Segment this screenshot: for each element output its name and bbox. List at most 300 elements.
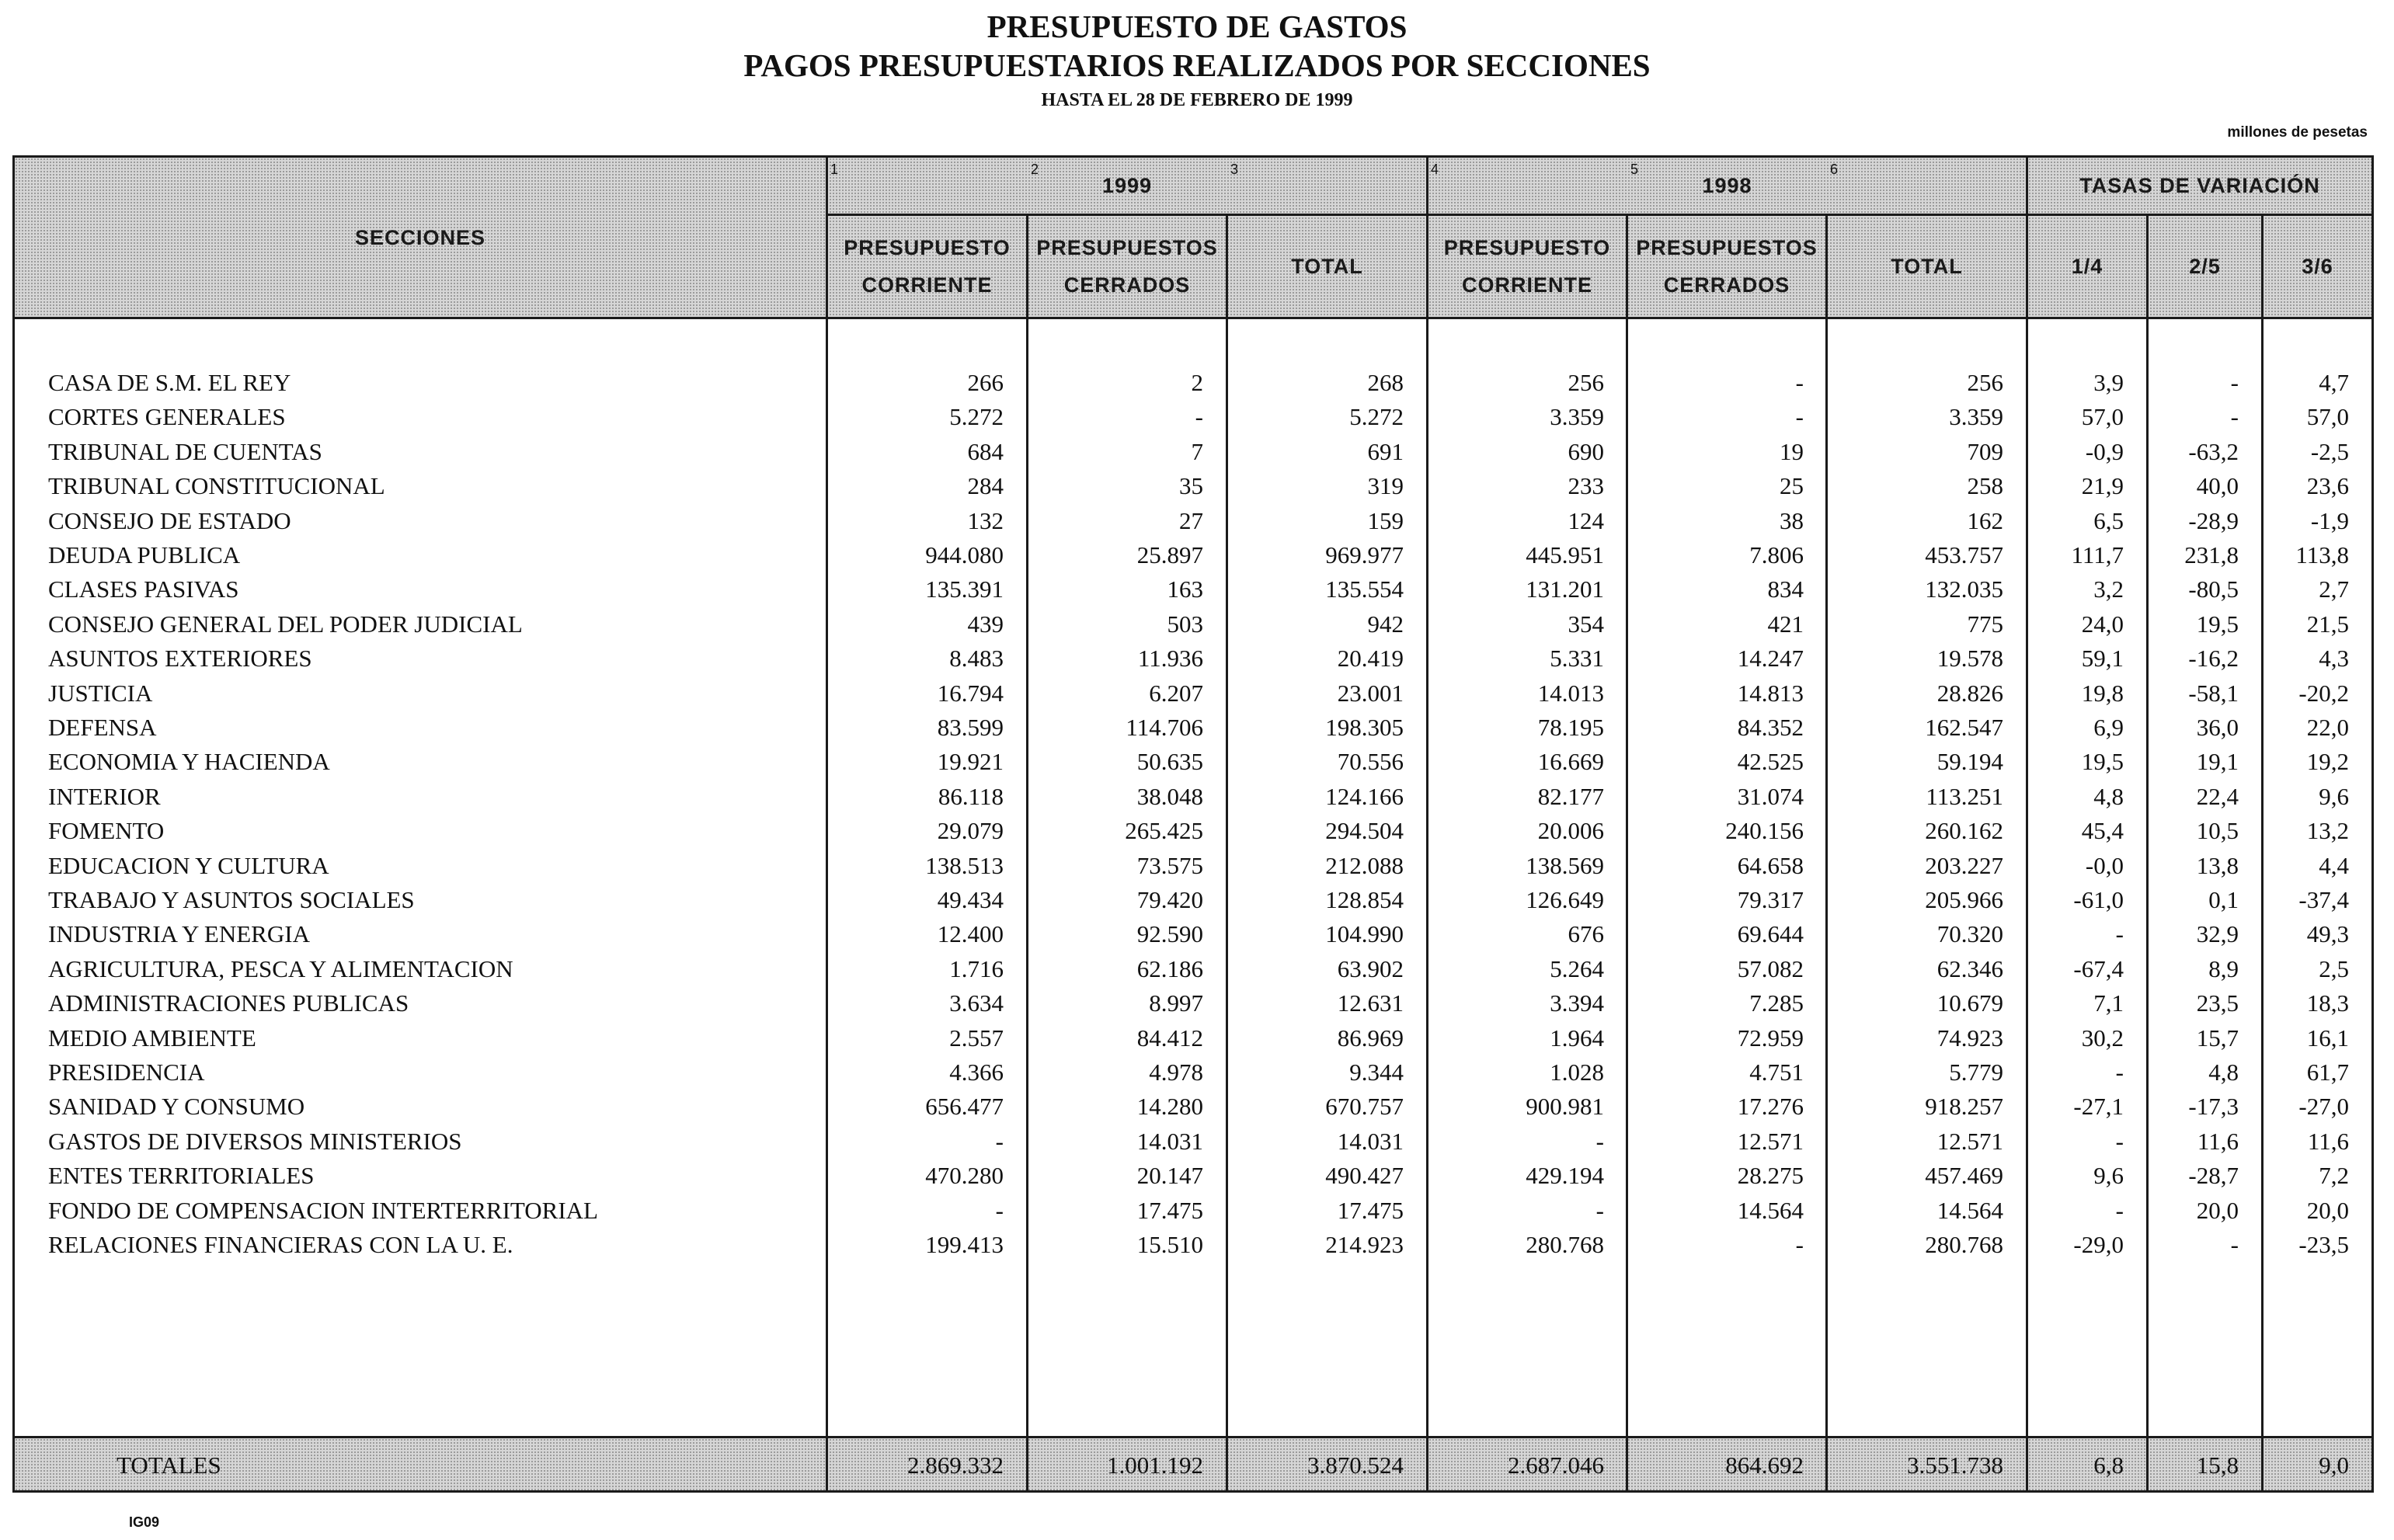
- seccion-name: CONSEJO DE ESTADO: [48, 506, 291, 534]
- table-cell: 15.510: [1136, 1231, 1203, 1258]
- table-cell: 16.794: [937, 679, 1004, 707]
- table-cell: 11,6: [2197, 1127, 2239, 1155]
- table-cell: 4.366: [949, 1059, 1004, 1086]
- table-cell: 2,7: [2319, 575, 2349, 603]
- table-cell: 354: [1568, 610, 1604, 638]
- table-cell: -: [1795, 369, 1804, 396]
- table-cell: 775: [1967, 610, 2003, 638]
- table-row: [0, 538, 2394, 572]
- table-cell: -1,9: [2310, 506, 2349, 534]
- table-row: [0, 780, 2394, 814]
- seccion-name: DEFENSA: [48, 714, 157, 741]
- seccion-name: ASUNTOS EXTERIORES: [48, 645, 312, 673]
- page-subtitle: PAGOS PRESUPUESTARIOS REALIZADOS POR SECCIONES: [743, 47, 1651, 83]
- table-cell: -: [2230, 1231, 2239, 1258]
- table-cell: 690: [1568, 437, 1604, 465]
- table-cell: -: [2115, 1127, 2124, 1155]
- table-row: [0, 1228, 2394, 1262]
- table-cell: -27,0: [2298, 1093, 2349, 1121]
- header-year-1999: 1999: [1101, 174, 1153, 197]
- table-cell: 49.434: [937, 886, 1004, 913]
- table-cell: 24,0: [2081, 610, 2124, 638]
- table-cell: 4,7: [2319, 369, 2349, 396]
- table-cell: 12.400: [937, 920, 1004, 948]
- table-cell: 9,6: [2093, 1162, 2124, 1190]
- seccion-name: INDUSTRIA Y ENERGIA: [48, 920, 310, 948]
- table-cell: -2,5: [2310, 437, 2349, 465]
- table-cell: 2.557: [949, 1024, 1004, 1052]
- seccion-name: FOMENTO: [48, 817, 165, 845]
- table-row: [0, 469, 2394, 503]
- seccion-name: SANIDAD Y CONSUMO: [48, 1093, 305, 1121]
- header-total-1998: TOTAL: [1891, 255, 1963, 278]
- seccion-name: PRESIDENCIA: [48, 1059, 205, 1086]
- table-cell: 7.285: [1749, 989, 1804, 1017]
- table-cell: 45,4: [2081, 817, 2124, 845]
- table-row: [0, 435, 2394, 469]
- table-cell: 14.031: [1136, 1127, 1203, 1155]
- column-number: 4: [1431, 162, 1439, 177]
- table-cell: 92.590: [1136, 920, 1203, 948]
- table-cell: -37,4: [2298, 886, 2349, 913]
- table-cell: 19: [1780, 437, 1804, 465]
- table-cell: 18,3: [2306, 989, 2349, 1017]
- table-cell: 30,2: [2081, 1024, 2124, 1052]
- table-cell: 57.082: [1737, 954, 1804, 982]
- table-cell: 5.779: [1949, 1059, 2003, 1086]
- table-cell: 70.320: [1936, 920, 2003, 948]
- table-cell: 7,1: [2093, 989, 2124, 1017]
- table-cell: 3.359: [1949, 403, 2003, 431]
- table-cell: 128.854: [1325, 886, 1404, 913]
- table-cell: 19,5: [2196, 610, 2239, 638]
- table-cell: 84.352: [1737, 714, 1804, 741]
- table-cell: -: [2115, 1196, 2124, 1224]
- header-rate-3-6: 3/6: [2302, 255, 2333, 278]
- table-cell: 10.679: [1936, 989, 2003, 1017]
- table-cell: 8.997: [1149, 989, 1203, 1017]
- table-cell: 13,2: [2306, 817, 2349, 845]
- table-cell: 4.751: [1749, 1059, 1804, 1086]
- table-cell: 8.483: [949, 645, 1004, 673]
- total-cell: 3.551.738: [1907, 1451, 2003, 1479]
- table-cell: -: [2230, 369, 2239, 396]
- table-cell: 135.391: [925, 575, 1004, 603]
- table-cell: 21,9: [2081, 472, 2124, 500]
- table-row: [0, 607, 2394, 641]
- table-cell: 132.035: [1925, 575, 2003, 603]
- table-cell: 62.346: [1936, 954, 2003, 982]
- table-cell: -23,5: [2298, 1231, 2349, 1258]
- table-row: [0, 366, 2394, 400]
- table-cell: 20.147: [1136, 1162, 1203, 1190]
- table-cell: 439: [967, 610, 1004, 638]
- table-row: [0, 814, 2394, 848]
- table-cell: -: [1595, 1127, 1604, 1155]
- column-number: 1: [830, 162, 839, 177]
- table-cell: 199.413: [925, 1231, 1004, 1258]
- table-cell: -20,2: [2298, 679, 2349, 707]
- table-cell: 70.556: [1337, 748, 1404, 776]
- table-cell: 29.079: [937, 817, 1004, 845]
- table-cell: 162: [1967, 506, 2003, 534]
- table-cell: 14.013: [1537, 679, 1604, 707]
- total-cell: 2.869.332: [907, 1451, 1004, 1479]
- table-cell: 50.635: [1136, 748, 1203, 776]
- table-cell: 233: [1568, 472, 1604, 500]
- table-cell: 280.768: [1925, 1231, 2003, 1258]
- table-row: [0, 986, 2394, 1020]
- table-cell: 3,2: [2093, 575, 2124, 603]
- table-cell: 429.194: [1526, 1162, 1604, 1190]
- table-cell: 23,5: [2196, 989, 2239, 1017]
- table-cell: -0,0: [2085, 851, 2124, 879]
- table-cell: 457.469: [1925, 1162, 2003, 1190]
- table-row: [0, 400, 2394, 434]
- table-cell: 684: [967, 437, 1004, 465]
- table-cell: -: [995, 1196, 1004, 1224]
- table-cell: 5.272: [949, 403, 1004, 431]
- table-cell: 12.571: [1737, 1127, 1804, 1155]
- table-cell: 14.813: [1737, 679, 1804, 707]
- header-bottom-rule: [12, 317, 2374, 319]
- table-cell: 709: [1967, 437, 2003, 465]
- table-cell: 17.475: [1337, 1196, 1404, 1224]
- table-cell: 14.280: [1136, 1093, 1203, 1121]
- table-cell: 35: [1179, 472, 1203, 500]
- seccion-name: JUSTICIA: [48, 679, 153, 707]
- table-cell: -17,3: [2188, 1093, 2239, 1121]
- table-cell: 19.921: [937, 748, 1004, 776]
- table-cell: 49,3: [2306, 920, 2349, 948]
- table-cell: 25.897: [1136, 541, 1203, 568]
- table-cell: 20,0: [2196, 1196, 2239, 1224]
- table-cell: 10,5: [2196, 817, 2239, 845]
- header-rate-2-5: 2/5: [2189, 255, 2221, 278]
- table-cell: 7.806: [1749, 541, 1804, 568]
- table-cell: 114.706: [1126, 714, 1203, 741]
- table-cell: 17.276: [1737, 1093, 1804, 1121]
- table-cell: 21,5: [2306, 610, 2349, 638]
- table-cell: 260.162: [1925, 817, 2003, 845]
- table-row: [0, 849, 2394, 883]
- table-cell: 28.275: [1737, 1162, 1804, 1190]
- seccion-name: CLASES PASIVAS: [48, 575, 239, 603]
- table-cell: -27,1: [2073, 1093, 2124, 1121]
- table-cell: 22,0: [2306, 714, 2349, 741]
- table-cell: 73.575: [1136, 851, 1203, 879]
- table-cell: 503: [1167, 610, 1203, 638]
- table-cell: 9.344: [1349, 1059, 1404, 1086]
- date-line: HASTA EL 28 DE FEBRERO DE 1999: [1041, 90, 1353, 110]
- table-cell: 7: [1191, 437, 1203, 465]
- totals-label: TOTALES: [117, 1451, 221, 1479]
- table-cell: 126.649: [1526, 886, 1604, 913]
- table-cell: 57,0: [2306, 403, 2349, 431]
- table-cell: 13,8: [2196, 851, 2239, 879]
- table-row: [0, 1055, 2394, 1090]
- table-cell: 6,9: [2093, 714, 2124, 741]
- table-cell: 1.964: [1550, 1024, 1604, 1052]
- table-cell: 79.317: [1737, 886, 1804, 913]
- table-cell: 57,0: [2081, 403, 2124, 431]
- table-cell: 9,6: [2319, 782, 2349, 810]
- table-row: [0, 504, 2394, 538]
- table-cell: 31.074: [1737, 782, 1804, 810]
- table-cell: 79.420: [1136, 886, 1203, 913]
- table-cell: 445.951: [1526, 541, 1604, 568]
- table-cell: 36,0: [2196, 714, 2239, 741]
- total-cell: 3.870.524: [1307, 1451, 1404, 1479]
- table-cell: -58,1: [2188, 679, 2239, 707]
- table-cell: 2: [1191, 369, 1203, 396]
- table-cell: 205.966: [1925, 886, 2003, 913]
- seccion-name: CONSEJO GENERAL DEL PODER JUDICIAL: [48, 610, 523, 638]
- table-cell: 19.578: [1936, 645, 2003, 673]
- table-cell: 19,8: [2081, 679, 2124, 707]
- table-cell: 16.669: [1537, 748, 1604, 776]
- table-cell: 421: [1767, 610, 1804, 638]
- seccion-name: ECONOMIA Y HACIENDA: [48, 748, 330, 776]
- table-cell: 4,3: [2319, 645, 2349, 673]
- table-cell: 240.156: [1725, 817, 1804, 845]
- table-cell: 319: [1367, 472, 1404, 500]
- table-cell: 214.923: [1325, 1231, 1404, 1258]
- table-cell: 64.658: [1737, 851, 1804, 879]
- table-cell: 132: [967, 506, 1004, 534]
- table-cell: 918.257: [1925, 1093, 2003, 1121]
- table-cell: 3.359: [1550, 403, 1604, 431]
- table-cell: 7,2: [2319, 1162, 2349, 1190]
- table-cell: 944.080: [925, 541, 1004, 568]
- header-secciones: SECCIONES: [354, 225, 486, 249]
- table-row: [0, 1194, 2394, 1228]
- table-cell: 14.247: [1737, 645, 1804, 673]
- table-cell: 3.634: [949, 989, 1004, 1017]
- table-cell: 74.923: [1936, 1024, 2003, 1052]
- table-cell: 20,0: [2306, 1196, 2349, 1224]
- table-cell: 82.177: [1537, 782, 1604, 810]
- table-cell: 258: [1967, 472, 2003, 500]
- seccion-name: RELACIONES FINANCIERAS CON LA U. E.: [48, 1231, 513, 1258]
- table-cell: 62.186: [1136, 954, 1203, 982]
- table-cell: 84.412: [1136, 1024, 1203, 1052]
- footer-code: IG09: [129, 1514, 160, 1530]
- header-total-1999: TOTAL: [1291, 255, 1363, 278]
- table-cell: 23.001: [1337, 679, 1404, 707]
- table-cell: -80,5: [2188, 575, 2239, 603]
- table-cell: 691: [1367, 437, 1404, 465]
- table-cell: 83.599: [937, 714, 1004, 741]
- seccion-name: EDUCACION Y CULTURA: [48, 851, 329, 879]
- table-row: [0, 917, 2394, 951]
- table-cell: 138.513: [925, 851, 1004, 879]
- header-presupuestos-cerrados-1999: PRESUPUESTOS CERRADOS: [1036, 236, 1218, 297]
- table-cell: 670.757: [1325, 1093, 1404, 1121]
- table-cell: 3.394: [1550, 989, 1604, 1017]
- table-cell: 453.757: [1925, 541, 2003, 568]
- seccion-name: GASTOS DE DIVERSOS MINISTERIOS: [48, 1127, 462, 1155]
- table-cell: 72.959: [1737, 1024, 1804, 1052]
- page-title: PRESUPUESTO DE GASTOS: [986, 9, 1408, 44]
- table-row: [0, 572, 2394, 607]
- seccion-name: CASA DE S.M. EL REY: [48, 369, 291, 396]
- table-cell: 69.644: [1737, 920, 1804, 948]
- table-cell: 162.547: [1925, 714, 2003, 741]
- table-cell: 28.826: [1936, 679, 2003, 707]
- table-cell: -: [1195, 403, 1203, 431]
- table-cell: 231,8: [2184, 541, 2239, 568]
- table-cell: 27: [1179, 506, 1203, 534]
- table-row: [0, 1090, 2394, 1124]
- table-cell: 38.048: [1136, 782, 1203, 810]
- table-cell: 969.977: [1325, 541, 1404, 568]
- table-cell: 203.227: [1925, 851, 2003, 879]
- table-cell: 12.631: [1337, 989, 1404, 1017]
- table-cell: -61,0: [2073, 886, 2124, 913]
- header-presupuesto-corriente-1999: PRESUPUESTO CORRIENTE: [844, 236, 1011, 297]
- table-cell: 124.166: [1325, 782, 1404, 810]
- table-cell: 86.969: [1337, 1024, 1404, 1052]
- table-cell: 834: [1767, 575, 1804, 603]
- table-cell: -28,7: [2188, 1162, 2239, 1190]
- table-cell: -63,2: [2188, 437, 2239, 465]
- header-tasas: TASAS DE VARIACIÓN: [2079, 174, 2320, 197]
- table-cell: 212.088: [1325, 851, 1404, 879]
- table-cell: 656.477: [925, 1093, 1004, 1121]
- table-cell: 14.564: [1936, 1196, 2003, 1224]
- seccion-name: DEUDA PUBLICA: [48, 541, 241, 568]
- seccion-name: ENTES TERRITORIALES: [48, 1162, 315, 1190]
- table-cell: 20.006: [1537, 817, 1604, 845]
- table-cell: 5.272: [1349, 403, 1404, 431]
- table-cell: 4,8: [2208, 1059, 2239, 1086]
- table-row: [0, 641, 2394, 676]
- table-cell: 113.251: [1926, 782, 2003, 810]
- table-cell: 16,1: [2306, 1024, 2349, 1052]
- table-cell: 14.031: [1337, 1127, 1404, 1155]
- column-number: 5: [1630, 162, 1639, 177]
- table-cell: 4,4: [2319, 851, 2349, 879]
- table-cell: -16,2: [2188, 645, 2239, 673]
- table-cell: 159: [1367, 506, 1404, 534]
- table-cell: 11.936: [1137, 645, 1203, 673]
- table-cell: 2,5: [2319, 954, 2349, 982]
- table-cell: -: [1595, 1196, 1604, 1224]
- total-cell: 6,8: [2093, 1451, 2124, 1479]
- total-cell: 2.687.046: [1508, 1451, 1604, 1479]
- table-cell: 138.569: [1526, 851, 1604, 879]
- table-cell: 4.978: [1149, 1059, 1203, 1086]
- table-cell: 6,5: [2093, 506, 2124, 534]
- table-cell: 265.425: [1125, 817, 1203, 845]
- table-cell: 266: [967, 369, 1004, 396]
- seccion-name: TRABAJO Y ASUNTOS SOCIALES: [48, 886, 415, 913]
- table-cell: -67,4: [2073, 954, 2124, 982]
- table-cell: 0,1: [2208, 886, 2239, 913]
- table-cell: 284: [967, 472, 1004, 500]
- table-cell: 3,9: [2093, 369, 2124, 396]
- table-cell: 8,9: [2208, 954, 2239, 982]
- total-cell: 9,0: [2319, 1451, 2349, 1479]
- table-cell: -: [2115, 1059, 2124, 1086]
- seccion-name: MEDIO AMBIENTE: [48, 1024, 256, 1052]
- table-cell: 1.028: [1550, 1059, 1604, 1086]
- table-cell: 256: [1967, 369, 2003, 396]
- total-cell: 1.001.192: [1107, 1451, 1203, 1479]
- table-cell: -: [2230, 403, 2239, 431]
- table-cell: 63.902: [1337, 954, 1404, 982]
- header-presupuestos-cerrados-1998: PRESUPUESTOS CERRADOS: [1636, 236, 1818, 297]
- totals-row: [0, 1441, 2394, 1490]
- table-cell: 59.194: [1936, 748, 2003, 776]
- column-number: 3: [1230, 162, 1239, 177]
- table-cell: -: [2115, 920, 2124, 948]
- table-cell: 6.207: [1149, 679, 1203, 707]
- table-cell: 19,2: [2306, 748, 2349, 776]
- table-cell: -: [1795, 403, 1804, 431]
- table-cell: 20.419: [1337, 645, 1404, 673]
- seccion-name: ADMINISTRACIONES PUBLICAS: [48, 989, 409, 1017]
- table-row: [0, 676, 2394, 711]
- totals-top-rule: [12, 1436, 2374, 1438]
- seccion-name: AGRICULTURA, PESCA Y ALIMENTACION: [48, 954, 513, 982]
- table-cell: 11,6: [2307, 1127, 2349, 1155]
- total-cell: 15,8: [2196, 1451, 2239, 1479]
- header-year-1998: 1998: [1702, 174, 1752, 197]
- column-number: 2: [1031, 162, 1039, 177]
- table-cell: 676: [1568, 920, 1604, 948]
- table-cell: 19,5: [2081, 748, 2124, 776]
- table-cell: 23,6: [2306, 472, 2349, 500]
- table-cell: 113,8: [2295, 541, 2349, 568]
- table-cell: 163: [1167, 575, 1203, 603]
- table-cell: 19,1: [2196, 748, 2239, 776]
- table-cell: 131.201: [1526, 575, 1604, 603]
- header-presupuesto-corriente-1998: PRESUPUESTO CORRIENTE: [1443, 236, 1611, 297]
- table-cell: 104.990: [1325, 920, 1404, 948]
- table-cell: 294.504: [1325, 817, 1404, 845]
- table-cell: 38: [1780, 506, 1804, 534]
- table-cell: -29,0: [2073, 1231, 2124, 1258]
- table-row: [0, 1159, 2394, 1193]
- table-cell: 4,8: [2093, 782, 2124, 810]
- seccion-name: FONDO DE COMPENSACION INTERTERRITORIAL: [48, 1196, 598, 1224]
- table-row: [0, 1125, 2394, 1159]
- table-cell: 280.768: [1526, 1231, 1604, 1258]
- table-cell: 1.716: [949, 954, 1004, 982]
- table-row: [0, 711, 2394, 745]
- table-row: [0, 883, 2394, 917]
- table-cell: 942: [1367, 610, 1404, 638]
- column-number: 6: [1830, 162, 1839, 177]
- table-row: [0, 952, 2394, 986]
- table-cell: 5.264: [1550, 954, 1604, 982]
- table-cell: 124: [1568, 506, 1604, 534]
- table-cell: 86.118: [938, 782, 1004, 810]
- table-cell: -: [1795, 1231, 1804, 1258]
- table-cell: 268: [1367, 369, 1404, 396]
- total-cell: 864.692: [1725, 1451, 1804, 1479]
- table-cell: 14.564: [1737, 1196, 1804, 1224]
- table-cell: 59,1: [2081, 645, 2124, 673]
- table-cell: 111,7: [2071, 541, 2124, 568]
- table-cell: 17.475: [1136, 1196, 1203, 1224]
- seccion-name: CORTES GENERALES: [48, 403, 286, 431]
- table-row: [0, 745, 2394, 779]
- table-cell: 25: [1780, 472, 1804, 500]
- table-cell: 42.525: [1737, 748, 1804, 776]
